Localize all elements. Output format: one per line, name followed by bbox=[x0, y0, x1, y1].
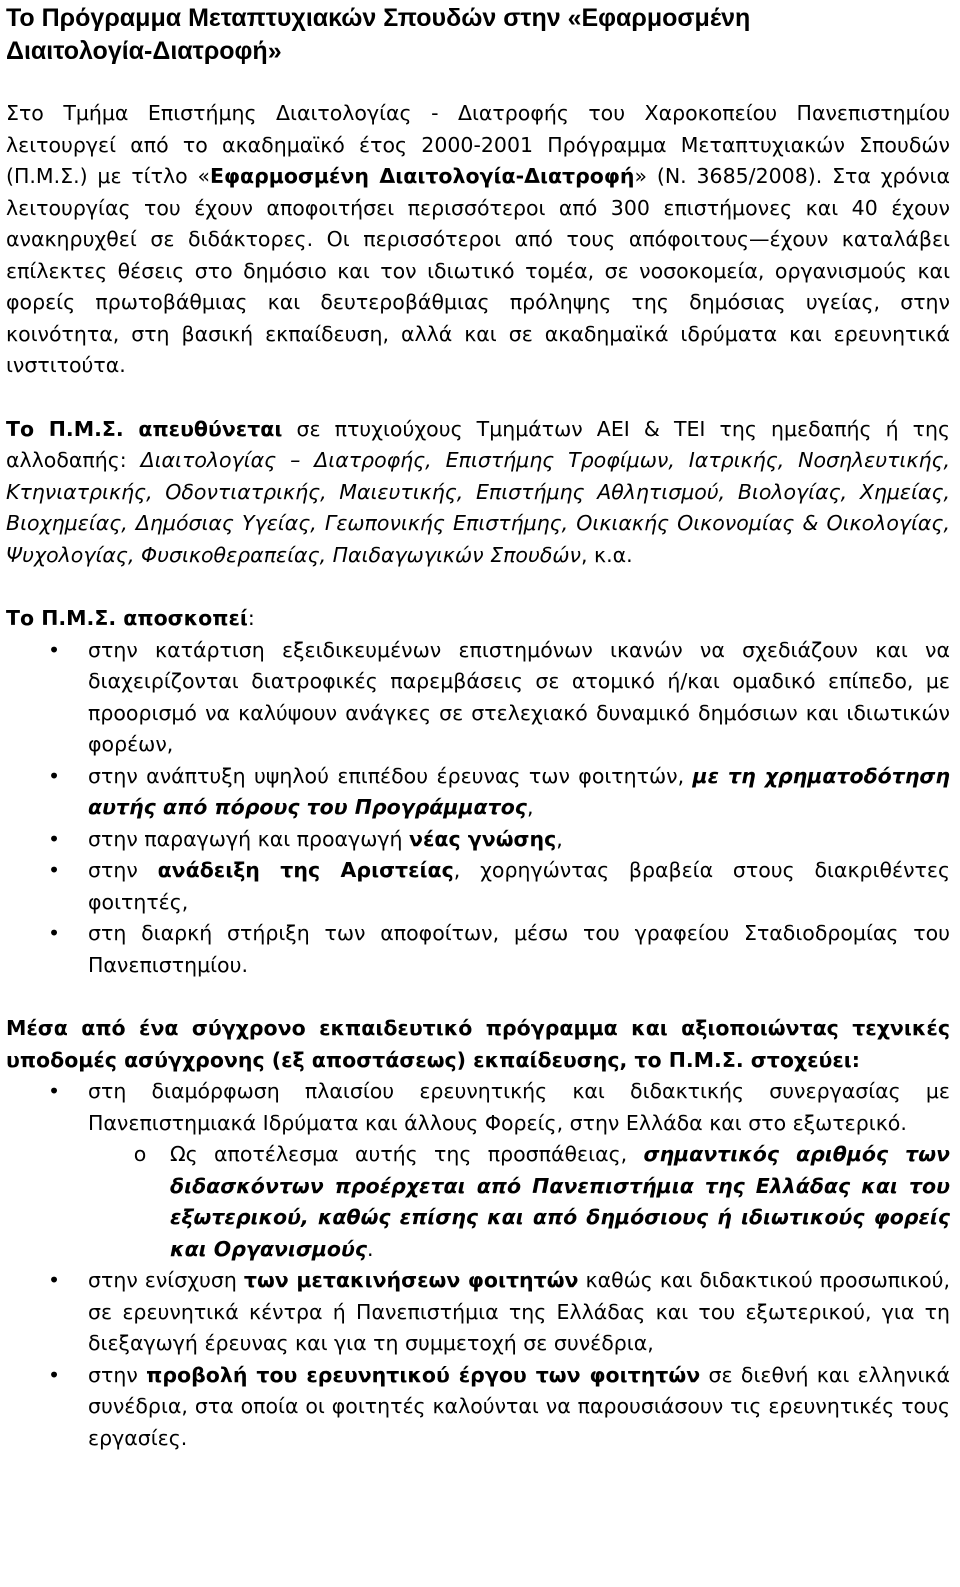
bullet-icon: • bbox=[47, 1079, 61, 1103]
audience-text: σε πτυχιούχους Τμημάτων ΑΕΙ & ΤΕΙ της ημεδαπής ή της αλλοδαπής: bbox=[6, 416, 951, 472]
bullet-icon: • bbox=[47, 826, 61, 851]
goals-heading: Μέσα από ένα σύγχρονο εκπαιδευτικό πρόγραμμα και αξιοποιώντας τεχνικές υποδομές ασύγχρονης (εξ αποστάσεως) εκπαίδευσης, το Π.Μ.Σ. στοχεύει: bbox=[6, 1016, 950, 1072]
document-page bbox=[0, 2, 960, 1454]
bullet-icon: • bbox=[47, 858, 61, 882]
intro-paragraph bbox=[6, 98, 950, 382]
list-item: • στην προβολή του ερευνητικού έργου των φοιτητών σε διεθνή και ελληνικά συνέδρια, στα οποία οι φοιτητές καλούνται να παρουσιάσουν τις ερευνητικές τους εργασίες. bbox=[6, 1360, 950, 1455]
bullet-icon: • bbox=[47, 763, 61, 788]
bullet-icon: • bbox=[47, 1268, 61, 1292]
intro-text-1: Στο Τμήμα Επιστήμης Διαιτολογίας - Διατροφής του Χαροκοπείου Πανεπιστημίου λειτουργεί από το ακαδημαϊκό έτος 2000-2001 Πρόγραμμα Μεταπτυχιακών Σπουδών (Π.Μ.Σ.) με τίτλο « bbox=[6, 101, 950, 188]
goals-list bbox=[6, 1076, 950, 1454]
goals-sublist bbox=[88, 1139, 950, 1265]
audience-lead: Το Π.Μ.Σ. απευθύνεται bbox=[6, 416, 283, 441]
title-line-2: Διαιτολογία-Διατροφή» bbox=[6, 37, 282, 65]
bullet-icon: • bbox=[47, 1362, 61, 1387]
list-item: • στη διαρκή στήριξη των αποφοίτων, μέσω του γραφείου Σταδιοδρομίας του Πανεπιστημίου. bbox=[6, 918, 950, 981]
program-name: Εφαρμοσμένη Διαιτολογία-Διατροφή bbox=[209, 164, 635, 188]
sub-bullet-icon: o bbox=[133, 1142, 147, 1166]
eligible-disciplines: Διαιτολογίας – Διατροφής, Επιστήμης Τροφίμων, Ιατρικής, Νοσηλευτικής, Κτηνιατρικής, Οδοντιατρικής, Μαιευτικής, Επιστήμης Αθλητισμού, Βιολογίας, Χημείας, Βιοχημείας, Δημόσιας Υγείας, Γεωπονικής Επιστήμης, Οικιακής Οικονομίας & Οικολογίας, Ψυχολογίας, Φυσικοθεραπείας, Παιδαγωγικών Σπουδών bbox=[6, 448, 950, 567]
audience-paragraph bbox=[6, 414, 950, 572]
list-item: • στην ανάδειξη της Αριστείας, χορηγώντας βραβεία στους διακριθέντες φοιτητές, bbox=[6, 855, 950, 918]
list-item: o Ως αποτέλεσμα αυτής της προσπάθειας, σημαντικός αριθμός των διδασκόντων προέρχεται από Πανεπιστήμια της Ελλάδας και του εξωτερικού, καθώς επίσης και από δημόσιους ή ιδιωτικούς φορείς και Οργανισμούς. bbox=[6, 1139, 950, 1265]
intro-text-2: » (Ν. 3685/2008). Στα χρόνια λειτουργίας του έχουν αποφοιτήσει περισσότεροι από 300 επιστήμονες και 40 έχουν ανακηρυχθεί σε διδάκτορες. Οι περισσότεροι από τους απόφοιτους—έχουν καταλάβει επίλεκτες θέσεις στο δημόσιο και τον ιδιωτικό τομέα, σε νοσοκομεία, οργανισμούς και φορείς πρωτοβάθμιας και δευτεροβάθμιας πρόληψης της δημόσιας υγείας, στην κοινότητα, στη βασική εκπαίδευση, αλλά και σε ακαδημαϊκά ιδρύματα και ερευνητικά ινστιτούτα. bbox=[6, 164, 950, 377]
aims-heading: Το Π.Μ.Σ. αποσκοπεί: bbox=[6, 606, 255, 630]
audience-tail: , κ.α. bbox=[581, 542, 633, 567]
bullet-icon: • bbox=[47, 921, 61, 945]
aims-list bbox=[6, 635, 950, 982]
bullet-icon: • bbox=[47, 637, 61, 662]
title-line-1: Το Πρόγραμμα Μεταπτυχιακών Σπουδών στην «Εφαρμοσμένη bbox=[6, 4, 751, 32]
list-item: • στην ενίσχυση των μετακινήσεων φοιτητών καθώς και διδακτικού προσωπικού, σε ερευνητικά κέντρα ή Πανεπιστήμια της Ελλάδας και του εξωτερικού, για τη διεξαγωγή έρευνας και για τη συμμετοχή σε συνέδρια, bbox=[6, 1265, 950, 1360]
list-item: • στη διαμόρφωση πλαισίου ερευνητικής και διδακτικής συνεργασίας με Πανεπιστημιακά Ιδρύματα και άλλους Φορείς, στην Ελλάδα και στο εξωτερικό. o Ως αποτέλεσμα αυτής της προσπάθειας, σημαντικός αριθμός των διδασκόντων προέρχεται από Πανεπιστήμια της Ελλάδας και του εξωτερικού, καθώς επίσης και από δημόσιους ή ιδιωτικούς φορείς και Οργανισμούς. bbox=[6, 1076, 950, 1265]
list-item: • στην ανάπτυξη υψηλού επιπέδου έρευνας των φοιτητών, με τη χρηματοδότηση αυτής από πόρους του Προγράμματος, bbox=[6, 761, 950, 824]
list-item: • στην παραγωγή και προαγωγή νέας γνώσης, bbox=[6, 824, 950, 856]
document-title bbox=[6, 2, 950, 68]
list-item: • στην κατάρτιση εξειδικευμένων επιστημόνων ικανών να σχεδιάζουν και να διαχειρίζονται διατροφικές παρεμβάσεις σε ατομικό ή/και ομαδικό επίπεδο, με προορισμό να καλύψουν ανάγκες σε στελεχιακό δυναμικό δημόσιων και ιδιωτικών φορέων, bbox=[6, 635, 950, 761]
